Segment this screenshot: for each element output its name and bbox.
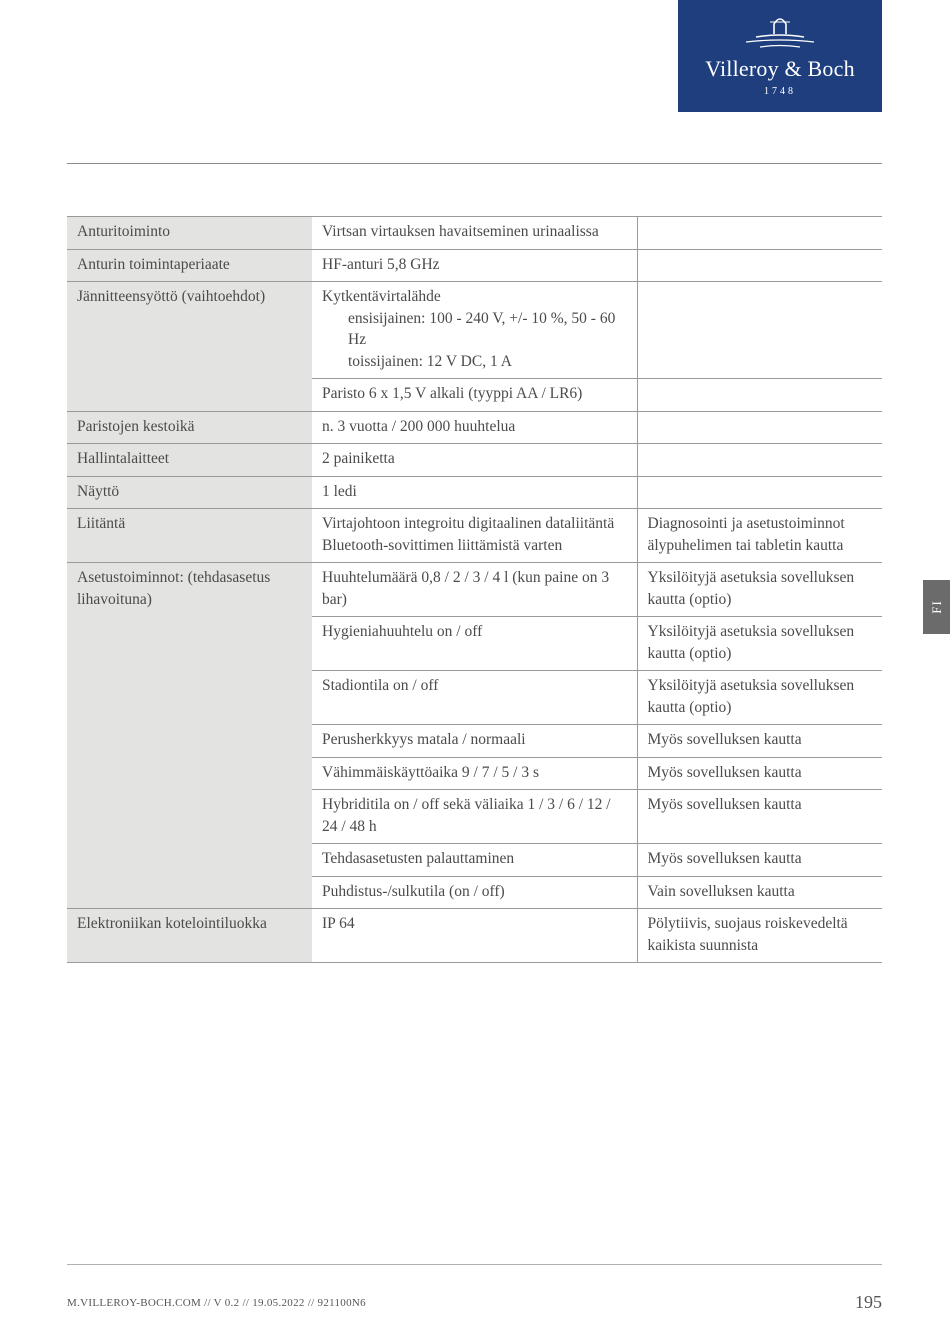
row-note: Myös sovelluksen kautta [637,757,882,790]
row-label: Elektroniikan kotelointiluokka [67,909,312,963]
row-note: Myös sovelluksen kautta [637,725,882,758]
value-line: toissijainen: 12 V DC, 1 A [348,352,512,370]
table-row [67,476,882,509]
table-row [67,909,882,963]
table-row [67,444,882,477]
value-line: ensisijainen: 100 - 240 V, +/- 10 %, 50 - 60 Hz [348,309,616,348]
row-value: Hygieniahuuhtelu on / off [312,617,637,671]
row-note: Myös sovelluksen kautta [637,844,882,877]
row-note: Yksilöityjä asetuksia sovelluksen kautta (optio) [637,671,882,725]
row-value: Paristo 6 x 1,5 V alkali (tyyppi AA / LR6) [312,379,637,412]
row-value: Perusherkkyys matala / normaali [312,725,637,758]
row-note [637,411,882,444]
row-label: Paristojen kestoikä [67,411,312,444]
row-note [637,476,882,509]
row-value: Tehdasasetusten palauttaminen [312,844,637,877]
row-note [637,249,882,282]
table-row [67,282,882,379]
table-row [67,249,882,282]
row-value: IP 64 [312,909,637,963]
brand-year: 1748 [764,86,796,97]
table-row [67,217,882,250]
row-note: Vain sovelluksen kautta [637,876,882,909]
row-value: Huuhtelumäärä 0,8 / 2 / 3 / 4 l (kun paine on 3 bar) [312,563,637,617]
row-note [637,379,882,412]
row-note: Yksilöityjä asetuksia sovelluksen kautta (optio) [637,563,882,617]
row-value: n. 3 vuotta / 200 000 huuhtelua [312,411,637,444]
row-value: Vähimmäiskäyttöaika 9 / 7 / 5 / 3 s [312,757,637,790]
language-tab-label: FI [928,600,944,614]
table-row [67,411,882,444]
language-tab [923,580,950,634]
brand-logo [678,0,882,112]
row-value: Virtajohtoon integroitu digitaalinen dataliitäntä Bluetooth-sovittimen liittämistä varten [312,509,637,563]
table-row [67,509,882,563]
row-value: Virtsan virtauksen havaitseminen urinaalissa [312,217,637,250]
row-value: 2 painiketta [312,444,637,477]
fountain-icon [678,0,882,60]
row-note: Yksilöityjä asetuksia sovelluksen kautta (optio) [637,617,882,671]
footer-rule [67,1264,882,1265]
row-note [637,444,882,477]
row-value [312,282,637,379]
row-note: Myös sovelluksen kautta [637,790,882,844]
brand-name: Villeroy & Boch [705,56,855,81]
row-note [637,282,882,379]
row-value: Hybriditila on / off sekä väliaika 1 / 3 / 6 / 12 / 24 / 48 h [312,790,637,844]
row-label: Hallintalaitteet [67,444,312,477]
spec-table [67,216,882,963]
row-label: Anturitoiminto [67,217,312,250]
row-value: HF-anturi 5,8 GHz [312,249,637,282]
footer-text: M.VILLEROY-BOCH.COM // V 0.2 // 19.05.2022 // 921100N6 [67,1297,366,1309]
row-value: 1 ledi [312,476,637,509]
row-label: Jännitteensyöttö (vaihtoehdot) [67,282,312,412]
row-value: Stadiontila on / off [312,671,637,725]
row-label: Asetustoiminnot: (tehdasasetus lihavoituna) [67,563,312,909]
row-value: Puhdistus-/sulkutila (on / off) [312,876,637,909]
row-label: Anturin toimintaperiaate [67,249,312,282]
row-note [637,217,882,250]
row-note: Pölytiivis, suojaus roiskevedeltä kaikista suunnista [637,909,882,963]
row-note: Diagnosointi ja asetustoiminnot älypuhelimen tai tabletin kautta [637,509,882,563]
row-label: Liitäntä [67,509,312,563]
value-line: Kytkentävirtalähde [322,288,441,305]
table-row [67,563,882,617]
row-label: Näyttö [67,476,312,509]
header-rule [67,163,882,164]
page-number: 195 [855,1292,882,1312]
